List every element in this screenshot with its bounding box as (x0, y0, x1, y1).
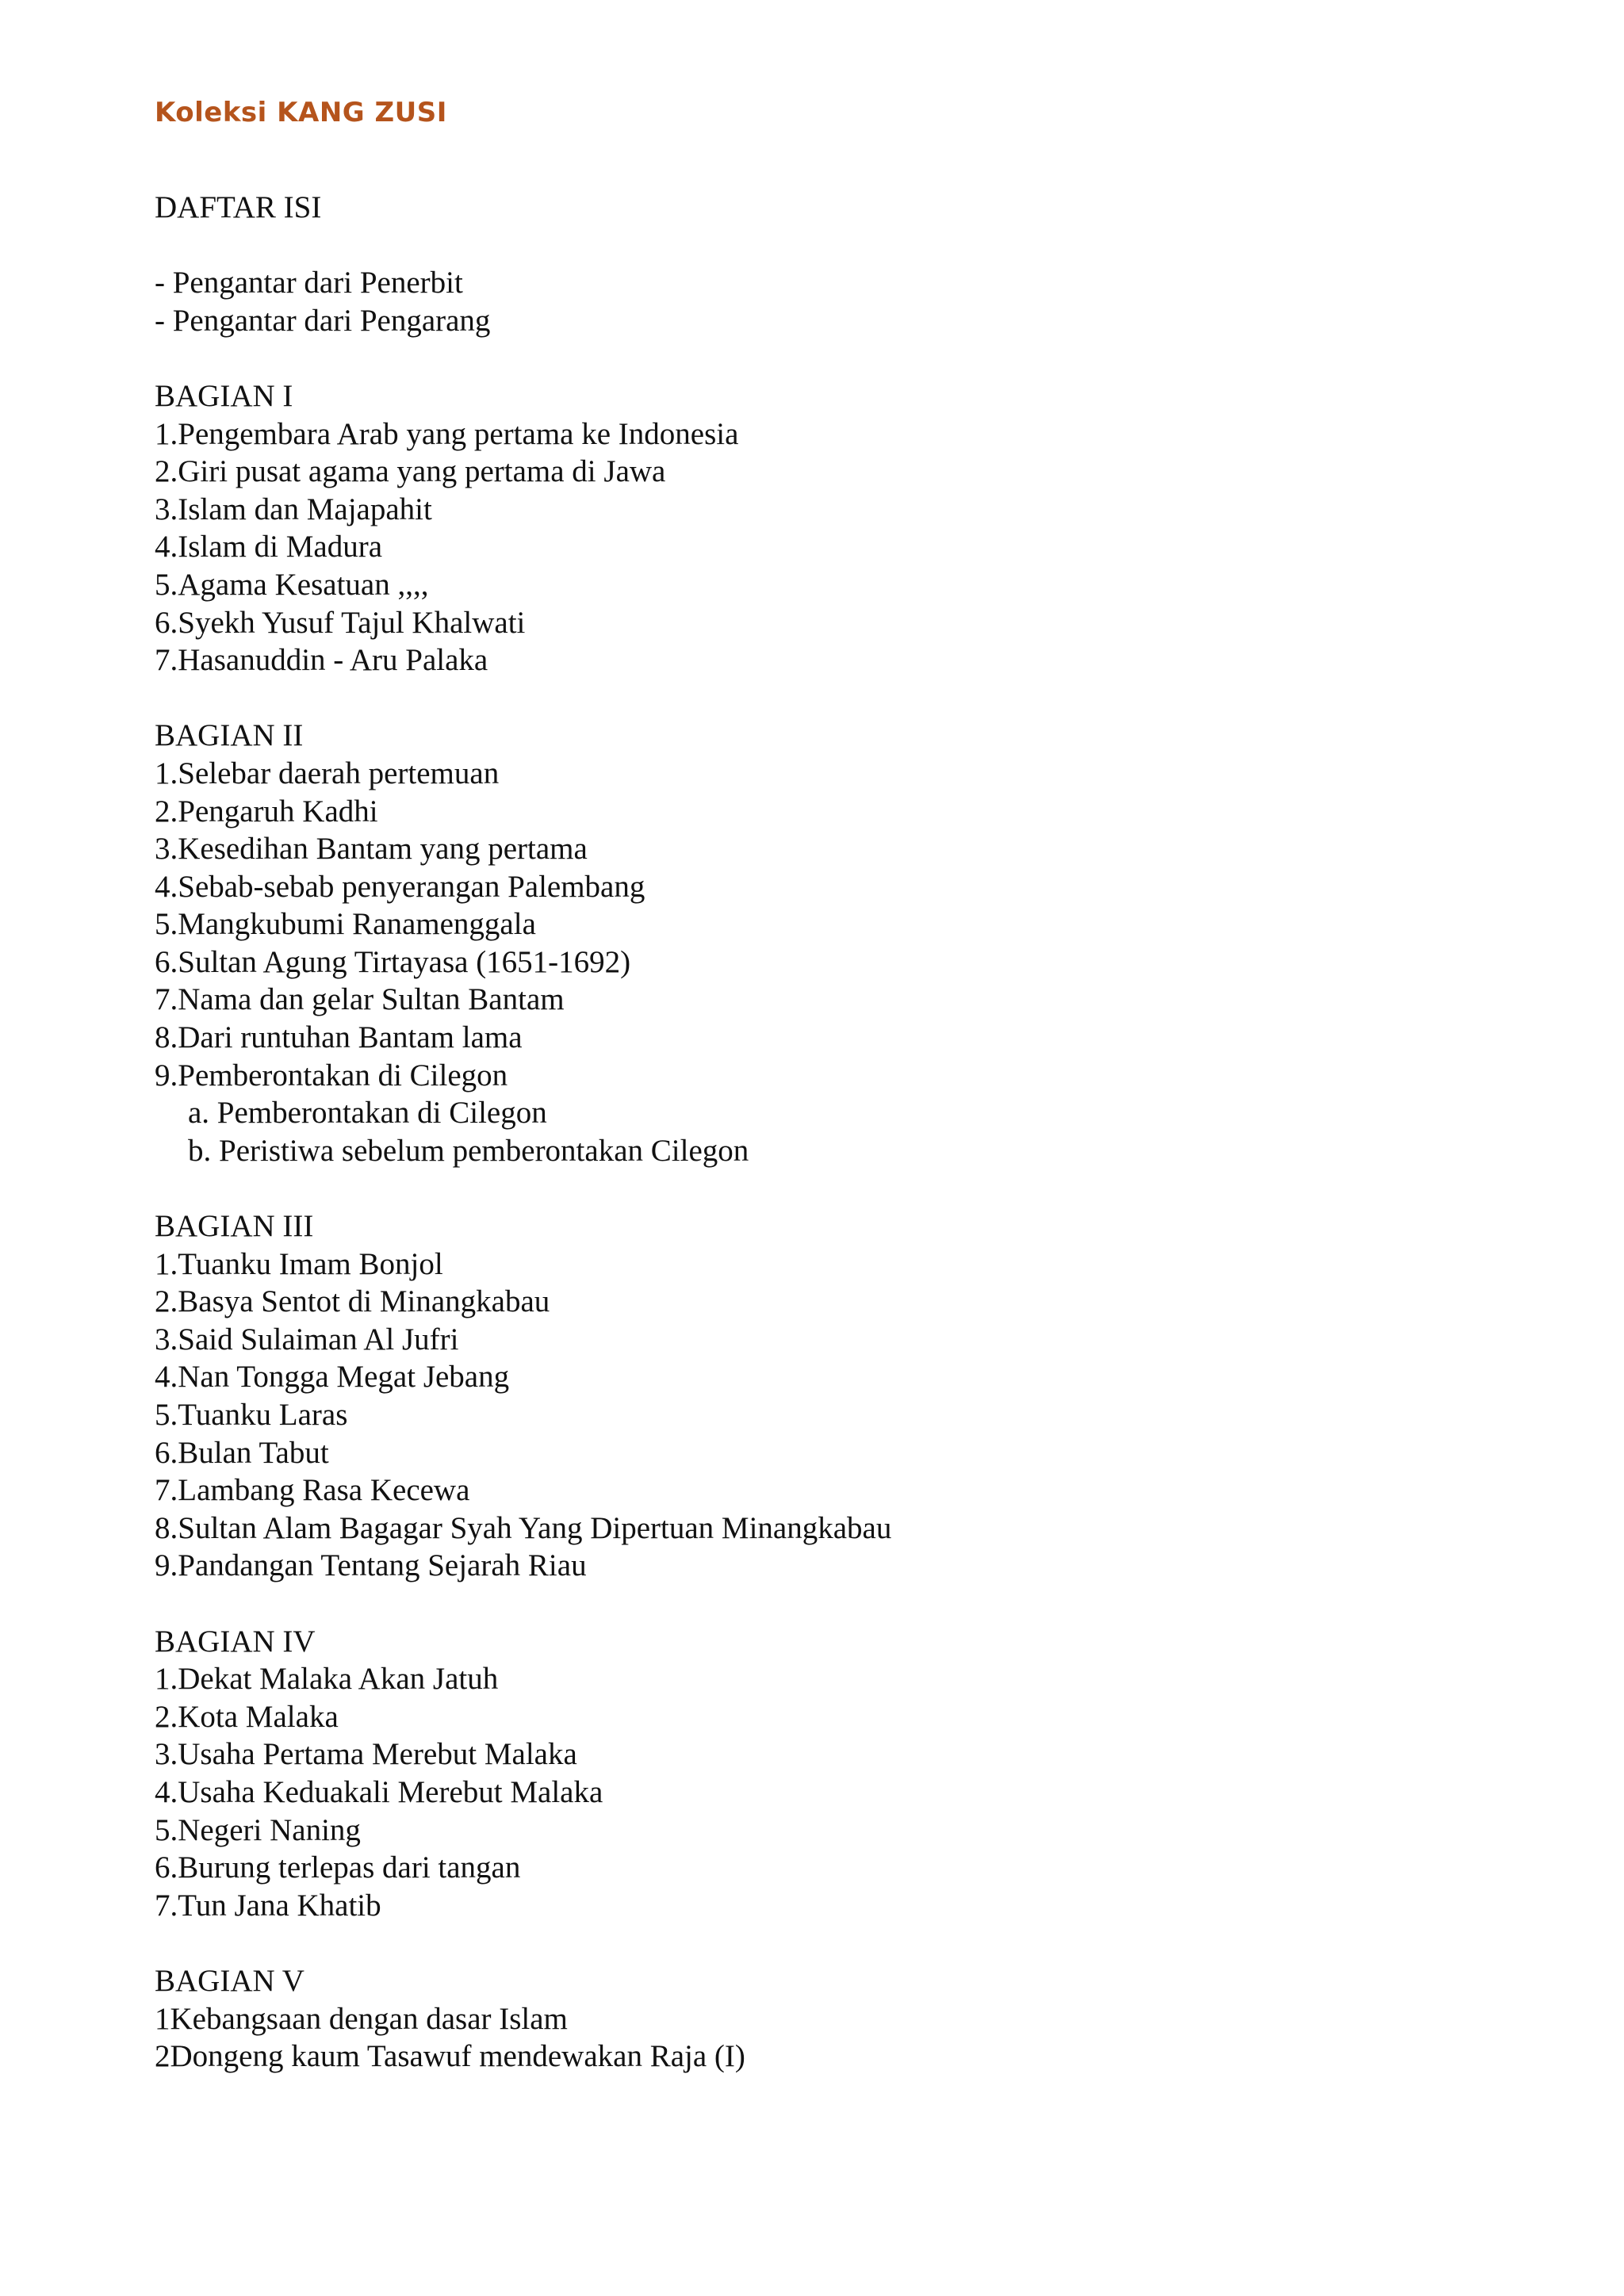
toc-entry: 3.Islam dan Majapahit (155, 492, 432, 526)
toc-entry: 5.Agama Kesatuan ,,,, (155, 567, 429, 602)
spacer (155, 679, 1503, 718)
toc-entry: 8.Sultan Alam Bagagar Syah Yang Dipertuan Minangkabau (155, 1510, 892, 1545)
table-of-contents (155, 189, 1503, 2076)
intro-item-publisher: - Pengantar dari Penerbit (155, 266, 463, 300)
spacer (155, 339, 1503, 377)
toc-entry: 6.Burung terlepas dari tangan (155, 1850, 521, 1885)
toc-entry: 4.Sebab-sebab penyerangan Palembang (155, 869, 645, 904)
part-heading-2: BAGIAN II (155, 718, 304, 753)
toc-entry: 4.Usaha Keduakali Merebut Malaka (155, 1774, 603, 1809)
spacer (155, 1585, 1503, 1623)
spacer (155, 1169, 1503, 1207)
toc-entry: 1.Tuanku Imam Bonjol (155, 1246, 443, 1281)
toc-entry: 2Dongeng kaum Tasawuf mendewakan Raja (I) (155, 2039, 745, 2074)
toc-entry: 3.Kesedihan Bantam yang pertama (155, 832, 588, 867)
toc-entry: 1.Pengembara Arab yang pertama ke Indonesia (155, 416, 739, 451)
toc-entry: 1.Dekat Malaka Akan Jatuh (155, 1662, 499, 1697)
spacer (155, 227, 1503, 265)
collection-header: Koleksi KANG ZUSI (155, 97, 447, 128)
toc-entry: 9.Pemberontakan di Cilegon (155, 1058, 508, 1093)
toc-subentry: b. Peristiwa sebelum pemberontakan Cilegon (188, 1133, 749, 1168)
toc-entry: 4.Islam di Madura (155, 530, 383, 564)
intro-item-author: - Pengantar dari Pengarang (155, 303, 491, 338)
toc-entry: 2.Kota Malaka (155, 1699, 339, 1734)
toc-entry: 2.Giri pusat agama yang pertama di Jawa (155, 454, 666, 489)
toc-entry: 2.Basya Sentot di Minangkabau (155, 1284, 550, 1319)
toc-entry: 2.Pengaruh Kadhi (155, 794, 378, 828)
toc-title: DAFTAR ISI (155, 190, 322, 224)
toc-entry: 3.Usaha Pertama Merebut Malaka (155, 1737, 577, 1772)
part-heading-4: BAGIAN IV (155, 1624, 316, 1659)
toc-entry: 7.Lambang Rasa Kecewa (155, 1473, 470, 1508)
spacer (155, 1924, 1503, 1962)
toc-entry: 1Kebangsaan dengan dasar Islam (155, 2001, 568, 2036)
toc-subentry: a. Pemberontakan di Cilegon (188, 1096, 547, 1131)
toc-entry: 7.Nama dan gelar Sultan Bantam (155, 982, 565, 1017)
toc-entry: 5.Negeri Naning (155, 1812, 361, 1847)
toc-entry: 9.Pandangan Tentang Sejarah Riau (155, 1548, 587, 1583)
toc-entry: 6.Syekh Yusuf Tajul Khalwati (155, 605, 526, 640)
part-heading-5: BAGIAN V (155, 1963, 304, 1998)
toc-entry: 6.Sultan Agung Tirtayasa (1651-1692) (155, 944, 631, 979)
toc-entry: 3.Said Sulaiman Al Jufri (155, 1322, 459, 1357)
part-heading-3: BAGIAN III (155, 1209, 314, 1244)
toc-entry: 5.Mangkubumi Ranamenggala (155, 907, 536, 942)
toc-entry: 7.Hasanuddin - Aru Palaka (155, 643, 488, 678)
toc-entry: 8.Dari runtuhan Bantam lama (155, 1020, 523, 1055)
toc-entry: 6.Bulan Tabut (155, 1435, 329, 1470)
toc-entry: 1.Selebar daerah pertemuan (155, 756, 500, 790)
part-heading-1: BAGIAN I (155, 378, 293, 413)
toc-entry: 7.Tun Jana Khatib (155, 1888, 381, 1923)
toc-entry: 4.Nan Tongga Megat Jebang (155, 1360, 510, 1395)
toc-entry: 5.Tuanku Laras (155, 1398, 348, 1432)
